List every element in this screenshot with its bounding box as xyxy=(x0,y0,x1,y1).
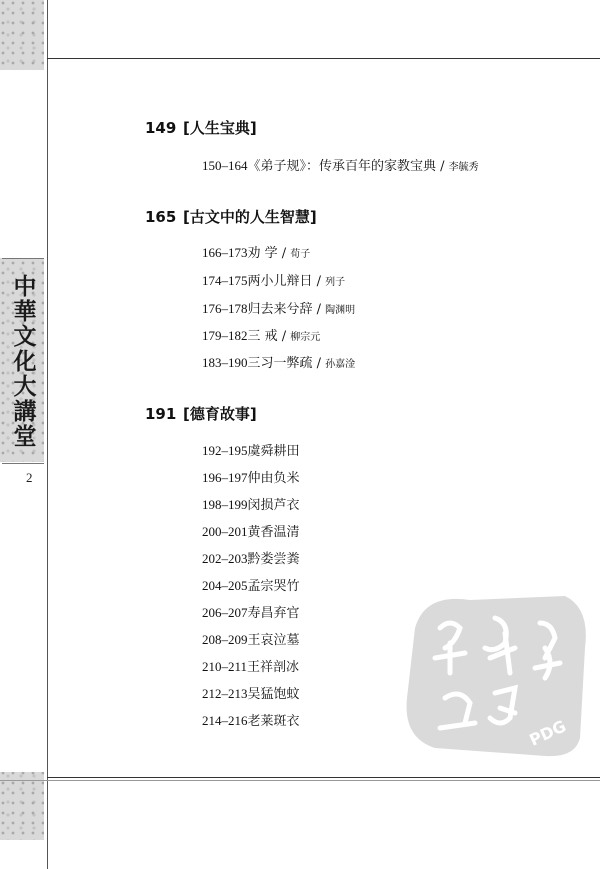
entry-separator: / xyxy=(277,246,291,261)
section-number: 165 xyxy=(145,208,177,226)
toc-entry xyxy=(202,242,310,261)
entry-title: 仲由负米 xyxy=(247,471,300,486)
pdg-watermark-seal xyxy=(395,588,595,763)
entry-title: 《弟子规》：传承百年的家教宝典 xyxy=(247,159,437,174)
toc-entry xyxy=(202,467,300,486)
entry-title: 劝 学 xyxy=(247,246,278,261)
entry-separator: / xyxy=(312,356,326,371)
page-range: 150–164 xyxy=(202,158,248,173)
bottom-rule-outer xyxy=(0,780,600,781)
entry-separator: / xyxy=(436,159,449,174)
section-heading xyxy=(145,206,317,227)
bottom-rule xyxy=(47,777,600,778)
entry-title: 吴猛饱蚊 xyxy=(247,687,300,702)
page-range: 198–199 xyxy=(202,497,248,512)
side-border-gap xyxy=(0,70,44,258)
page-number: 2 xyxy=(26,470,33,485)
toc-entry xyxy=(202,298,355,317)
page-range: 192–195 xyxy=(202,443,248,458)
series-title: 中華文化大講堂 xyxy=(9,273,37,449)
section-number: 149 xyxy=(145,119,177,137)
page-range: 179–182 xyxy=(202,328,248,343)
section-number: 191 xyxy=(145,405,177,423)
toc-entry xyxy=(202,270,345,289)
page-range: 210–211 xyxy=(202,659,248,674)
entry-title: 两小儿辩日 xyxy=(247,274,313,289)
page-range: 208–209 xyxy=(202,632,248,647)
entry-title: 王祥剖冰 xyxy=(247,660,300,675)
toc-entry xyxy=(202,683,300,702)
toc-entry xyxy=(202,575,300,594)
section-heading xyxy=(145,117,257,138)
entry-author: 陶渊明 xyxy=(325,305,356,316)
entry-separator: / xyxy=(277,329,291,344)
watermark-text: PDG xyxy=(526,716,569,750)
entry-author: 李毓秀 xyxy=(448,162,479,173)
entry-separator: / xyxy=(312,274,326,289)
toc-entry xyxy=(202,494,300,513)
page-range: 214–216 xyxy=(202,713,248,728)
toc-entry xyxy=(202,440,300,459)
entry-title: 黔娄尝粪 xyxy=(247,552,300,567)
toc-entry xyxy=(202,602,300,621)
section-title: [古文中的人生智慧] xyxy=(183,208,317,226)
toc-entry xyxy=(202,521,300,540)
toc-entry xyxy=(202,656,299,675)
section-title: [人生宝典] xyxy=(183,119,257,137)
toc-entry xyxy=(202,325,320,344)
page-range: 200–201 xyxy=(202,524,248,539)
side-border-gap xyxy=(0,840,44,869)
entry-title: 黄香温清 xyxy=(247,525,300,540)
entry-author: 列子 xyxy=(325,277,346,288)
toc-entry xyxy=(202,548,300,567)
page-range: 206–207 xyxy=(202,605,248,620)
page-range: 166–173 xyxy=(202,245,248,260)
page-range: 204–205 xyxy=(202,578,248,593)
entry-title: 老莱斑衣 xyxy=(247,714,300,729)
side-border-line xyxy=(47,0,48,869)
page-range: 176–178 xyxy=(202,301,248,316)
entry-author: 孙嘉淦 xyxy=(325,359,356,370)
side-border-gap xyxy=(0,462,44,772)
entry-title: 虞舜耕田 xyxy=(247,444,300,459)
top-rule xyxy=(47,58,600,59)
toc-entry xyxy=(202,710,300,729)
page-range: 183–190 xyxy=(202,355,248,370)
entry-title: 三 戒 xyxy=(247,329,278,344)
entry-title: 寿昌弃官 xyxy=(247,606,300,621)
entry-title: 归去来兮辞 xyxy=(247,302,313,317)
entry-title: 闵损芦衣 xyxy=(247,498,300,513)
toc-entry xyxy=(202,629,300,648)
series-title-box xyxy=(2,258,44,464)
page-range: 202–203 xyxy=(202,551,248,566)
entry-author: 荀子 xyxy=(290,249,311,260)
entry-title: 孟宗哭竹 xyxy=(247,579,300,594)
page-range: 174–175 xyxy=(202,273,248,288)
page-range: 196–197 xyxy=(202,470,248,485)
section-heading xyxy=(145,403,257,424)
entry-title: 王哀泣墓 xyxy=(247,633,300,648)
section-title: [德育故事] xyxy=(183,405,257,423)
entry-author: 柳宗元 xyxy=(290,332,321,343)
entry-separator: / xyxy=(312,302,326,317)
entry-title: 三习一弊疏 xyxy=(247,356,313,371)
toc-entry xyxy=(202,155,479,174)
page-range: 212–213 xyxy=(202,686,248,701)
toc-entry xyxy=(202,352,355,371)
